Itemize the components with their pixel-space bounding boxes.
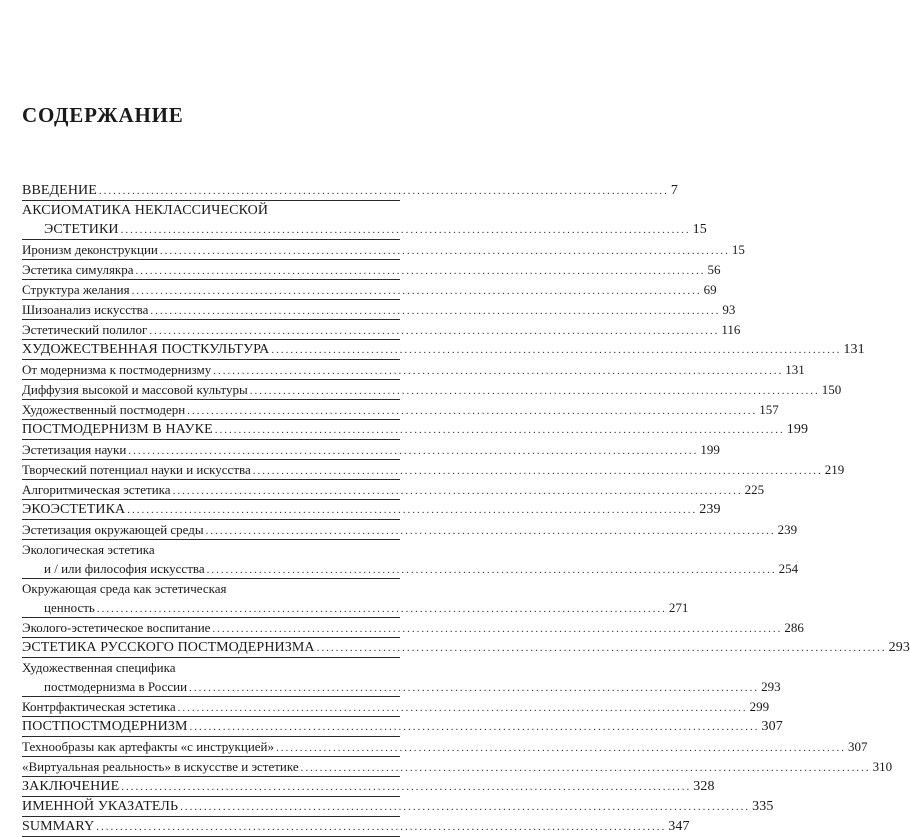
- toc-entry: [22, 757, 893, 777]
- toc-entry-title: «Виртуальная реальность» в искусстве и эстетике: [22, 759, 299, 774]
- toc-entry-title: ПОСТПОСТМОДЕРНИЗМ: [22, 719, 188, 734]
- toc-entry-title: Иронизм деконструкции: [22, 242, 158, 257]
- toc-entry: [22, 797, 774, 817]
- toc-entry-page-number: 307: [761, 719, 783, 734]
- toc-entry-title: Экологическая эстетика: [22, 542, 155, 557]
- toc-entry: [22, 480, 765, 500]
- toc-entry-page-number: 254: [778, 561, 799, 576]
- toc-entry: [22, 420, 809, 440]
- toc-entry-title: ИМЕННОЙ УКАЗАТЕЛЬ: [22, 799, 179, 814]
- toc-leader-dots: ........................................................................................................................: [205, 525, 776, 537]
- toc-entry-title: Эстетический полилог: [22, 322, 148, 337]
- toc-entry-title: ценность: [44, 600, 95, 615]
- toc-entry: [22, 677, 781, 697]
- toc-leader-dots: ........................................................................................................................: [187, 405, 758, 417]
- toc-leader-dots: ........................................................................................................................: [249, 385, 820, 397]
- toc-entry-page-number: 199: [786, 422, 809, 437]
- toc-entry: [22, 380, 842, 400]
- toc-entry: [22, 300, 736, 320]
- toc-leader-dots: ........................................................................................................................: [214, 424, 785, 436]
- toc-leader-dots: ........................................................................................................................: [252, 465, 823, 477]
- toc-leader-dots: ........................................................................................................................: [316, 642, 887, 654]
- toc-entry-page-number: 15: [692, 222, 707, 237]
- toc-leader-dots: ........................................................................................................................: [150, 305, 721, 317]
- toc-entry: [22, 540, 400, 559]
- toc-entry-page-number: 293: [761, 679, 781, 694]
- toc-entry: [22, 717, 783, 737]
- toc-entry: [22, 360, 805, 380]
- toc-leader-dots: ........................................................................................................................: [206, 564, 777, 576]
- toc-leader-dots: ........................................................................................................................: [189, 682, 760, 694]
- toc-entry-title: постмодернизма в России: [44, 679, 188, 694]
- toc-entry-page-number: 225: [744, 482, 765, 497]
- toc-entry-page-number: 310: [872, 759, 893, 774]
- toc-entry-title: SUMMARY: [22, 819, 95, 834]
- toc-entry-page-number: 131: [785, 362, 805, 377]
- toc-leader-dots: ........................................................................................................................: [96, 821, 667, 833]
- toc-leader-dots: ........................................................................................................................: [189, 721, 760, 733]
- toc-entry: [22, 260, 721, 280]
- toc-entry: [22, 440, 720, 460]
- toc-entry: [22, 400, 779, 420]
- toc-entry-page-number: 7: [670, 183, 679, 198]
- toc-entry-page-number: 328: [693, 779, 715, 794]
- toc-entry: [22, 460, 845, 480]
- toc-entry: [22, 697, 770, 717]
- toc-entry-page-number: 15: [731, 242, 745, 257]
- toc-entry-title: Окружающая среда как эстетическая: [22, 581, 227, 596]
- toc-entry: [22, 520, 798, 540]
- toc-entry: [22, 598, 689, 618]
- toc-entry: [22, 777, 715, 797]
- toc-entry-page-number: 69: [703, 282, 717, 297]
- toc-entry-title: Художественная специфика: [22, 660, 176, 675]
- toc-entry-title: Диффузия высокой и массовой культуры: [22, 382, 248, 397]
- toc-entry-title: Эстетизация окружающей среды: [22, 522, 204, 537]
- toc-leader-dots: ........................................................................................................................: [127, 504, 698, 516]
- toc-leader-dots: ........................................................................................................................: [135, 265, 706, 277]
- toc-entry-title: Творческий потенциал науки и искусства: [22, 462, 251, 477]
- toc-entry: [22, 579, 400, 598]
- toc-leader-dots: ........................................................................................................................: [96, 603, 667, 615]
- page-title: СОДЕРЖАНИЕ: [22, 103, 184, 127]
- toc-leader-dots: ........................................................................................................................: [212, 623, 783, 635]
- toc-entry-page-number: 157: [759, 402, 779, 417]
- toc-entry-page-number: 347: [668, 819, 690, 834]
- toc-entry-page-number: 299: [749, 699, 770, 714]
- toc-leader-dots: ........................................................................................................................: [131, 285, 702, 297]
- toc-entry-title: Структура желания: [22, 282, 130, 297]
- toc-entry-title: ЭСТЕТИКИ: [44, 222, 119, 237]
- toc-entry-page-number: 93: [722, 302, 736, 317]
- toc-entry-title: Художественный постмодерн: [22, 402, 186, 417]
- toc-leader-dots: ........................................................................................................................: [98, 185, 669, 197]
- toc-entry: [22, 320, 741, 340]
- toc-entry-title: ЭКОЭСТЕТИКА: [22, 502, 126, 517]
- toc-entry-page-number: 116: [721, 322, 741, 337]
- toc-entry: [22, 817, 690, 837]
- table-of-contents: [22, 181, 910, 837]
- toc-leader-dots: ........................................................................................................................: [172, 485, 743, 497]
- toc-leader-dots: ........................................................................................................................: [276, 742, 847, 754]
- toc-entry-page-number: 239: [777, 522, 798, 537]
- toc-leader-dots: ........................................................................................................................: [213, 365, 784, 377]
- toc-entry-title: Шизоанализ искусства: [22, 302, 149, 317]
- toc-entry-page-number: 286: [784, 620, 804, 635]
- toc-leader-dots: ........................................................................................................................: [121, 781, 692, 793]
- toc-entry-title: Эстетизация науки: [22, 442, 127, 457]
- toc-entry: [22, 280, 717, 300]
- toc-entry-page-number: 199: [700, 442, 720, 457]
- toc-leader-dots: ........................................................................................................................: [180, 801, 751, 813]
- toc-entry: [22, 658, 400, 677]
- toc-entry-title: Эстетика симулякра: [22, 262, 134, 277]
- toc-entry-page-number: 307: [848, 739, 868, 754]
- toc-entry: [22, 201, 400, 220]
- toc-entry-title: Технообразы как артефакты «с инструкцией»: [22, 739, 275, 754]
- toc-leader-dots: ........................................................................................................................: [177, 702, 748, 714]
- toc-entry-page-number: 219: [824, 462, 845, 477]
- toc-entry-title: ПОСТМОДЕРНИЗМ В НАУКЕ: [22, 422, 213, 437]
- toc-leader-dots: ........................................................................................................................: [149, 325, 720, 337]
- toc-entry: [22, 181, 679, 201]
- toc-entry: [22, 559, 799, 579]
- toc-entry-title: ЗАКЛЮЧЕНИЕ: [22, 779, 120, 794]
- toc-leader-dots: ........................................................................................................................: [159, 245, 730, 257]
- toc-entry-title: и / или философия искусства: [44, 561, 205, 576]
- toc-entry-title: Эколого-эстетическое воспитание: [22, 620, 211, 635]
- toc-entry: [22, 737, 868, 757]
- toc-entry-page-number: 56: [707, 262, 721, 277]
- toc-entry-title: ЭСТЕТИКА РУССКОГО ПОСТМОДЕРНИЗМА: [22, 640, 315, 655]
- toc-entry-title: От модернизма к постмодернизму: [22, 362, 212, 377]
- toc-entry: [22, 220, 707, 240]
- toc-entry-title: Алгоритмическая эстетика: [22, 482, 171, 497]
- toc-entry-page-number: 335: [752, 799, 774, 814]
- toc-entry: [22, 240, 745, 260]
- toc-entry-page-number: 131: [843, 342, 865, 357]
- toc-entry: [22, 500, 721, 520]
- toc-leader-dots: ........................................................................................................................: [271, 344, 842, 356]
- toc-entry: [22, 618, 804, 638]
- toc-entry-page-number: 271: [668, 600, 689, 615]
- toc-leader-dots: ........................................................................................................................: [120, 224, 691, 236]
- toc-entry-page-number: 239: [699, 502, 721, 517]
- toc-entry-title: АКСИОМАТИКА НЕКЛАССИЧЕСКОЙ: [22, 203, 269, 218]
- toc-entry-page-number: 293: [888, 640, 910, 655]
- toc-entry: [22, 340, 865, 360]
- toc-entry-title: Контрфактическая эстетика: [22, 699, 176, 714]
- toc-entry-page-number: 150: [821, 382, 842, 397]
- toc-entry: [22, 638, 910, 658]
- toc-entry-title: ХУДОЖЕСТВЕННАЯ ПОСТКУЛЬТУРА: [22, 342, 270, 357]
- toc-leader-dots: ........................................................................................................................: [300, 762, 871, 774]
- toc-leader-dots: ........................................................................................................................: [128, 445, 699, 457]
- toc-entry-title: ВВЕДЕНИЕ: [22, 183, 97, 198]
